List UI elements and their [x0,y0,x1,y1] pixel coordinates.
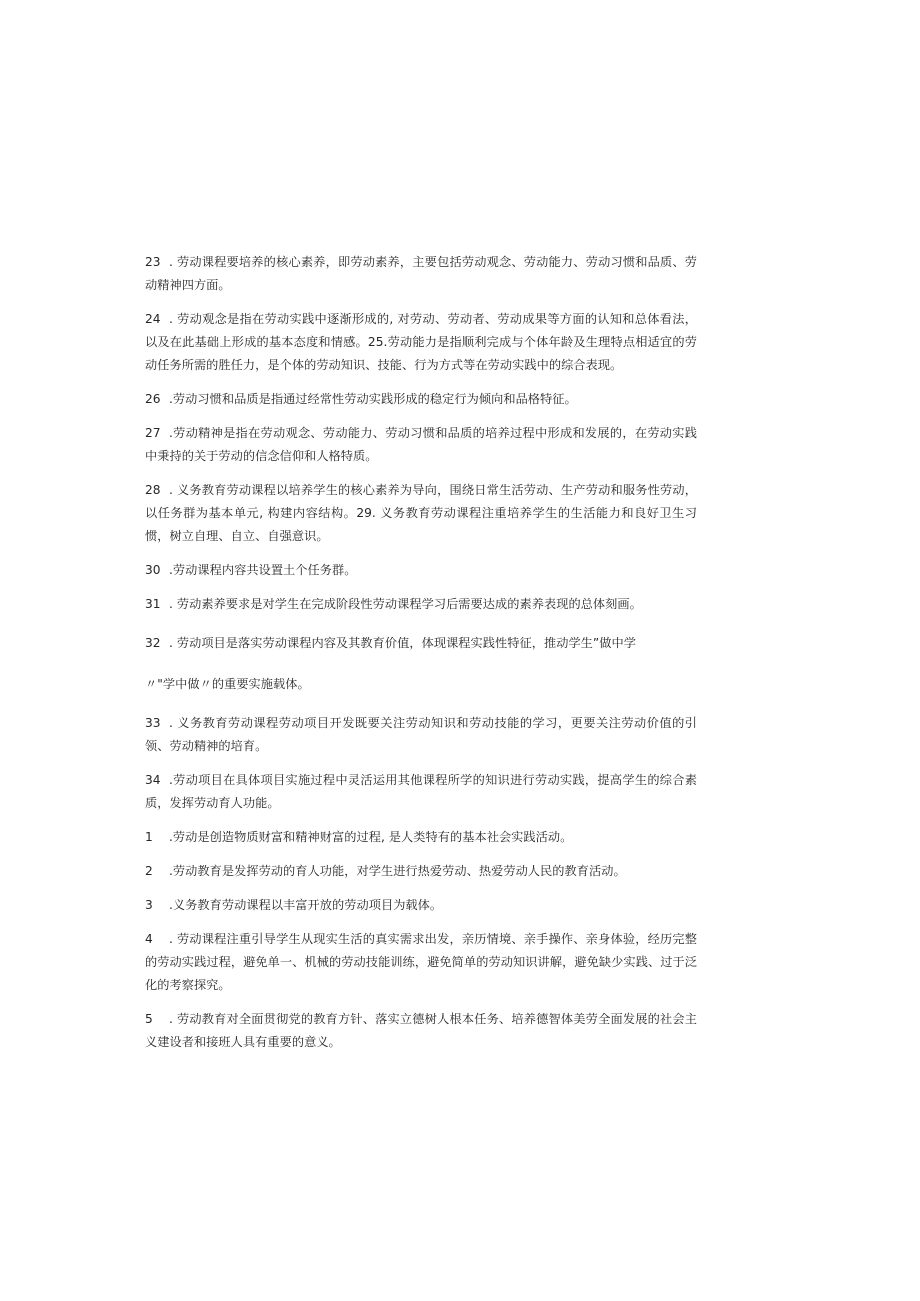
paragraph-text: . 劳动观念是指在劳动实践中逐渐形成的, 对劳动、劳动者、劳动成果等方面的认知和总体看法，以及在此基础上形成的基本态度和情感。25.劳动能力是指顺利完成与个体年龄及生理特点相适宜的劳动任务所需的胜任力，是个体的劳动知识、技能、行为方式等在劳动实践中的综合表现。 [145,312,697,372]
paragraph-text: . 义务教育劳动课程劳动项目开发既要关注劳动知识和劳动技能的学习，更要关注劳动价值的引领、劳动精神的培育。 [145,716,697,753]
paragraph-number: 2 [145,864,153,878]
paragraph-number: 34 [145,773,161,787]
paragraph-number: 5 [145,1012,153,1026]
paragraph-text: .劳动课程内容共设置土个任务群。 [169,563,357,577]
paragraph-number: 4 [145,932,153,946]
paragraph-33 [145,712,697,758]
paragraph-number: 33 [145,716,161,730]
paragraph-3 [145,894,697,917]
paragraph-5 [145,1008,697,1054]
paragraph-30 [145,559,697,582]
paragraph-text: .劳动精神是指在劳动观念、劳动能力、劳动习惯和品质的培养过程中形成和发展的，在劳动实践中秉持的关于劳动的信念信仰和人格特质。 [145,426,697,463]
paragraph-text: .劳动是创造物质财富和精神财富的过程, 是人类特有的基本社会实践活动。 [169,830,573,844]
paragraph-1 [145,826,697,849]
paragraph-text: .劳动教育是发挥劳动的育人功能，对学生进行热爱劳动、热爱劳动人民的教育活动。 [169,864,626,878]
paragraph-number: 3 [145,898,153,912]
paragraph-text: . 劳动课程要培养的核心素养，即劳动素养，主要包括劳动观念、劳动能力、劳动习惯和品质、劳动精神四方面。 [145,255,697,292]
paragraph-number: 24 [145,312,161,326]
paragraph-text: .劳动项目在具体项目实施过程中灵活运用其他课程所学的知识进行劳动实践，提高学生的综合素质，发挥劳动育人功能。 [145,773,697,810]
paragraph-number: 27 [145,426,161,440]
paragraph-number: 28 [145,483,161,497]
paragraph-number: 32 [145,636,161,650]
paragraph-24 [145,308,697,377]
paragraph-number: 23 [145,255,161,269]
paragraph-text: . 劳动课程注重引导学生从现实生活的真实需求出发，亲历情境、亲手操作、亲身体验，经历完整的劳动实践过程，避免单一、机械的劳动技能训练，避免简单的劳动知识讲解，避免缺少实践、过于泛化的考察探究。 [145,932,697,992]
paragraph-number: 26 [145,392,161,406]
document-body [145,251,697,1065]
paragraph-text: .义务教育劳动课程以丰富开放的劳动项目为载体。 [169,898,443,912]
paragraph-text: .劳动习惯和品质是指通过经常性劳动实践形成的稳定行为倾向和品格特征。 [169,392,577,406]
paragraph-26 [145,388,697,411]
paragraph-text: . 义务教育劳动课程以培养学生的核心素养为导向，围绕日常生活劳动、生产劳动和服务性劳动，以任务群为基本单元, 构建内容结构。29. 义务教育劳动课程注重培养学生的生活能力和良好卫生习惯，树立自理、自立、自强意识。 [145,483,697,543]
paragraph-23 [145,251,697,297]
paragraph-text: . 劳动教育对全面贯彻党的教育方针、落实立德树人根本任务、培养德智体美劳全面发展的社会主义建设者和接班人具有重要的意义。 [145,1012,697,1049]
paragraph-number: 31 [145,597,161,611]
paragraph-4 [145,928,697,997]
paragraph-32 [145,632,697,655]
paragraph-text: . 劳动项目是落实劳动课程内容及其教育价值，体现课程实践性特征，推动学生”做中学 [169,636,636,650]
paragraph-31 [145,593,697,616]
paragraph-27 [145,422,697,468]
paragraph-32-continued [145,673,697,696]
paragraph-text: 〃"学中做〃的重要实施载体。 [145,677,310,691]
paragraph-28 [145,479,697,548]
paragraph-text: . 劳动素养要求是对学生在完成阶段性劳动课程学习后需要达成的素养表现的总体刻画。 [169,597,642,611]
paragraph-number: 30 [145,563,161,577]
paragraph-2 [145,860,697,883]
paragraph-number: 1 [145,830,153,844]
paragraph-34 [145,769,697,815]
